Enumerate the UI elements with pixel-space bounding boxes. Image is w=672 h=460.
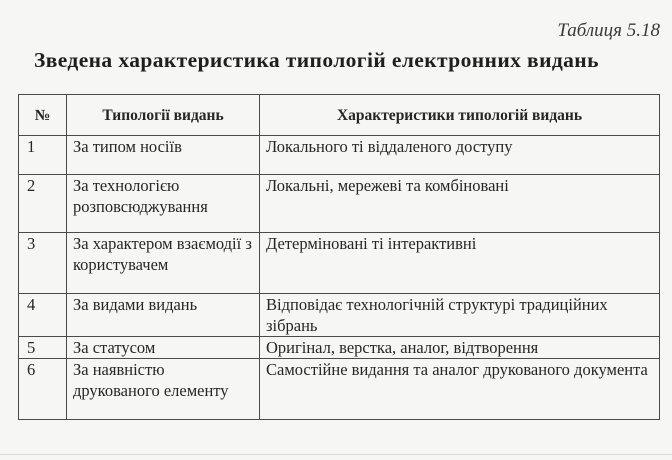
header-number: № <box>19 95 67 136</box>
table-row <box>19 294 660 337</box>
row-typology: За характером взаємодії з користувачем <box>67 233 260 294</box>
row-typology: За наявністю друкованого елементу <box>67 359 260 420</box>
row-typology: За технологією розповсюджування <box>67 175 260 233</box>
row-number: 2 <box>19 175 67 233</box>
table-caption: Таблиця 5.18 <box>557 20 660 41</box>
row-characteristics: Оригінал, верстка, аналог, відтворення <box>260 337 660 359</box>
row-characteristics: Детерміновані ті інтерактивні <box>260 233 660 294</box>
row-number: 3 <box>19 233 67 294</box>
table-heading: Зведена характеристика типологій електронних видань <box>34 48 599 72</box>
row-typology: За видами видань <box>67 294 260 337</box>
row-characteristics: Локальні, мережеві та комбіновані <box>260 175 660 233</box>
row-number: 4 <box>19 294 67 337</box>
table-row <box>19 337 660 359</box>
row-characteristics: Локального ті віддаленого доступу <box>260 136 660 175</box>
table-row <box>19 233 660 294</box>
bottom-divider <box>0 454 672 455</box>
row-typology: За статусом <box>67 337 260 359</box>
row-characteristics: Самостійне видання та аналог друкованого документа <box>260 359 660 420</box>
table-row <box>19 136 660 175</box>
row-number: 6 <box>19 359 67 420</box>
row-number: 1 <box>19 136 67 175</box>
table-row <box>19 359 660 420</box>
table-header-row <box>19 95 660 136</box>
table-row <box>19 175 660 233</box>
header-typology: Типології видань <box>67 95 260 136</box>
row-typology: За типом носіїв <box>67 136 260 175</box>
row-number: 5 <box>19 337 67 359</box>
typology-table <box>18 94 660 420</box>
header-characteristics: Характеристики типологій видань <box>260 95 660 136</box>
row-characteristics: Відповідає технологічній структурі традиційних зібрань <box>260 294 660 337</box>
